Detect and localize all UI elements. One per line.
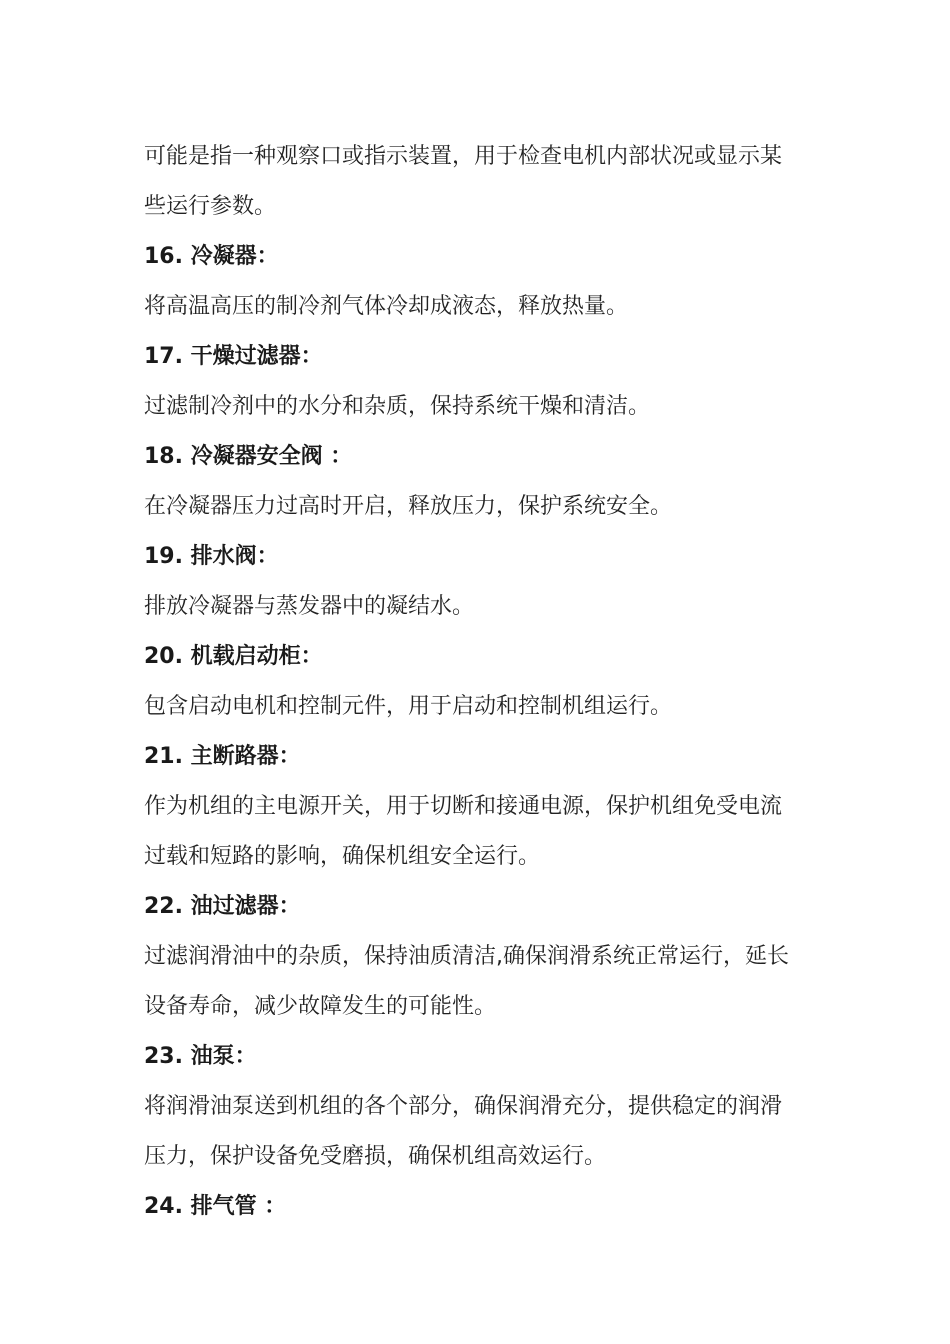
paragraph-line: 过载和短路的影响，确保机组安全运行。 [144,844,541,869]
section-heading-19: 19. 排水阀： [144,544,279,569]
paragraph-line: 设备寿命，减少故障发生的可能性。 [144,994,497,1019]
section-heading-18: 18. 冷凝器安全阀 ： [144,444,353,469]
paragraph-line: 过滤润滑油中的杂质，保持油质清洁,确保润滑系统正常运行，延长 [144,944,789,969]
paragraph-line: 过滤制冷剂中的水分和杂质，保持系统干燥和清洁。 [144,394,651,419]
section-heading-17: 17. 干燥过滤器： [144,344,323,369]
paragraph-line: 可能是指一种观察口或指示装置，用于检查电机内部状况或显示某 [144,144,783,169]
section-heading-20: 20. 机载启动柜： [144,644,323,669]
section-heading-16: 16. 冷凝器： [144,244,279,269]
paragraph-line: 压力，保护设备免受磨损，确保机组高效运行。 [144,1144,607,1169]
paragraph-line: 包含启动电机和控制元件，用于启动和控制机组运行。 [144,694,673,719]
paragraph-line: 些运行参数。 [144,194,277,219]
section-heading-23: 23. 油泵： [144,1044,257,1069]
section-heading-21: 21. 主断路器： [144,744,301,769]
section-heading-22: 22. 油过滤器： [144,894,301,919]
paragraph-line: 将润滑油泵送到机组的各个部分，确保润滑充分，提供稳定的润滑 [144,1094,783,1119]
paragraph-line: 排放冷凝器与蒸发器中的凝结水。 [144,594,475,619]
section-heading-24: 24. 排气管 ： [144,1194,287,1219]
paragraph-line: 将高温高压的制冷剂气体冷却成液态，释放热量。 [144,294,629,319]
paragraph-line: 作为机组的主电源开关，用于切断和接通电源，保护机组免受电流 [144,794,783,819]
paragraph-line: 在冷凝器压力过高时开启，释放压力，保护系统安全。 [144,494,673,519]
